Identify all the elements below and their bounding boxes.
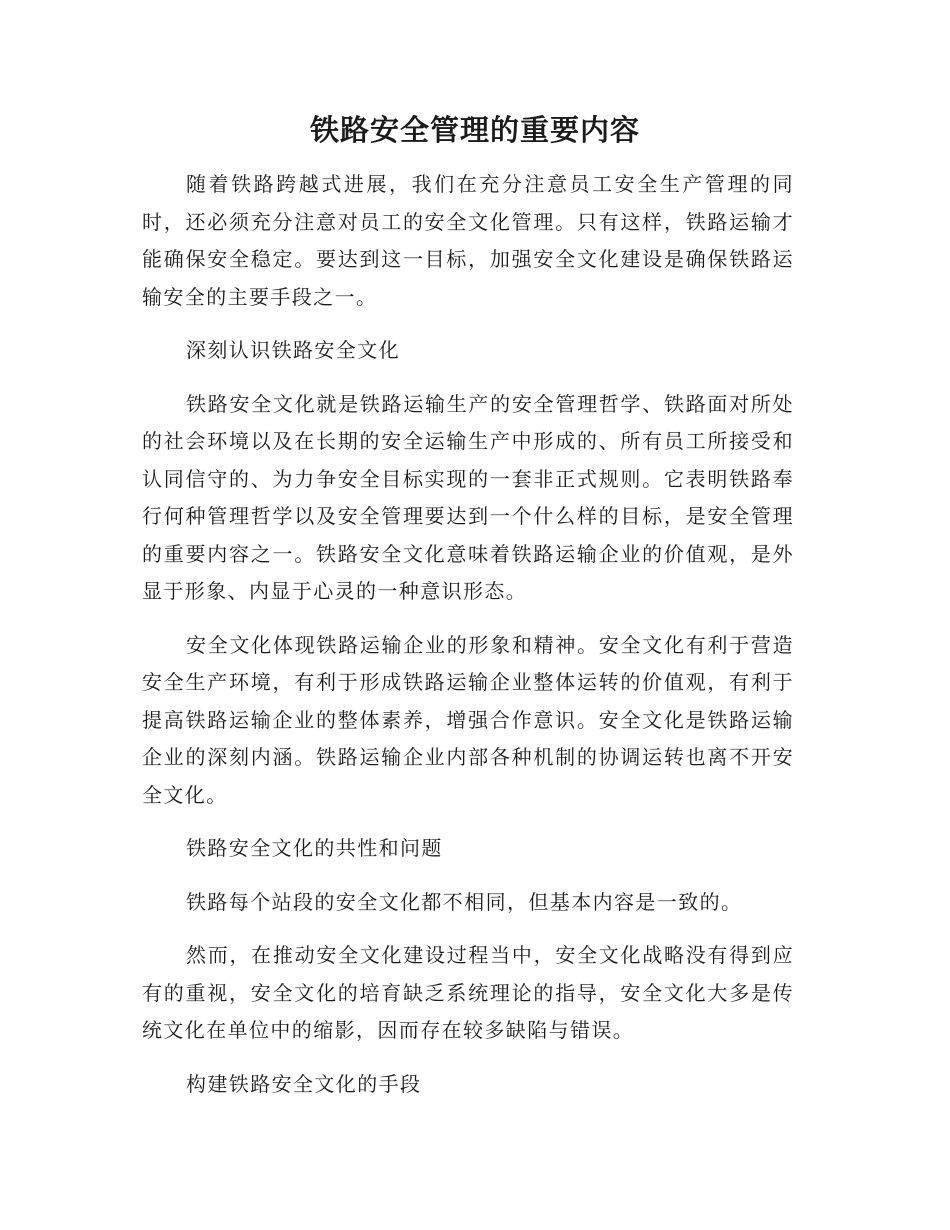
paragraph-commonality: 铁路每个站段的安全文化都不相同，但基本内容是一致的。 [186, 889, 743, 914]
paragraph-problems: 然而，在推动安全文化建设过程当中，安全文化战略没有得到应有的重视，安全文化的培育缺乏系统理论的指导，安全文化大多是传统文化在单位中的缩影，因而存在较多缺陷与错误。 [142, 943, 794, 1042]
paragraph-image-spirit: 安全文化体现铁路运输企业的形象和精神。安全文化有利于营造安全生产环境，有利于形成铁路运输企业整体运转的价值观，有利于提高铁路运输企业的整体素养，增强合作意识。安全文化是铁路运输企业的深刻内涵。铁路运输企业内部各种机制的协调运转也离不开安全文化。 [142, 632, 794, 807]
paragraph-definition: 铁路安全文化就是铁路运输生产的安全管理哲学、铁路面对所处的社会环境以及在长期的安全运输生产中形成的、所有员工所接受和认同信守的、为力争安全目标实现的一套非正式规则。它表明铁路奉行何种管理哲学以及安全管理要达到一个什么样的目标，是安全管理的重要内容之一。铁路安全文化意味着铁路运输企业的价值观，是外显于形象、内显于心灵的一种意识形态。 [142, 391, 794, 603]
section-heading-commonality: 铁路安全文化的共性和问题 [186, 836, 443, 860]
document-body [142, 166, 794, 1119]
paragraph-intro: 随着铁路跨越式进展，我们在充分注意员工安全生产管理的同时，还必须充分注意对员工的安全文化管理。只有这样，铁路运输才能确保安全稳定。要达到这一目标，加强安全文化建设是确保铁路运输安全的主要手段之一。 [142, 172, 794, 309]
section-heading-understanding: 深刻认识铁路安全文化 [186, 338, 400, 362]
document-title: 铁路安全管理的重要内容 [309, 113, 640, 147]
section-heading-methods: 构建铁路安全文化的手段 [186, 1071, 422, 1096]
